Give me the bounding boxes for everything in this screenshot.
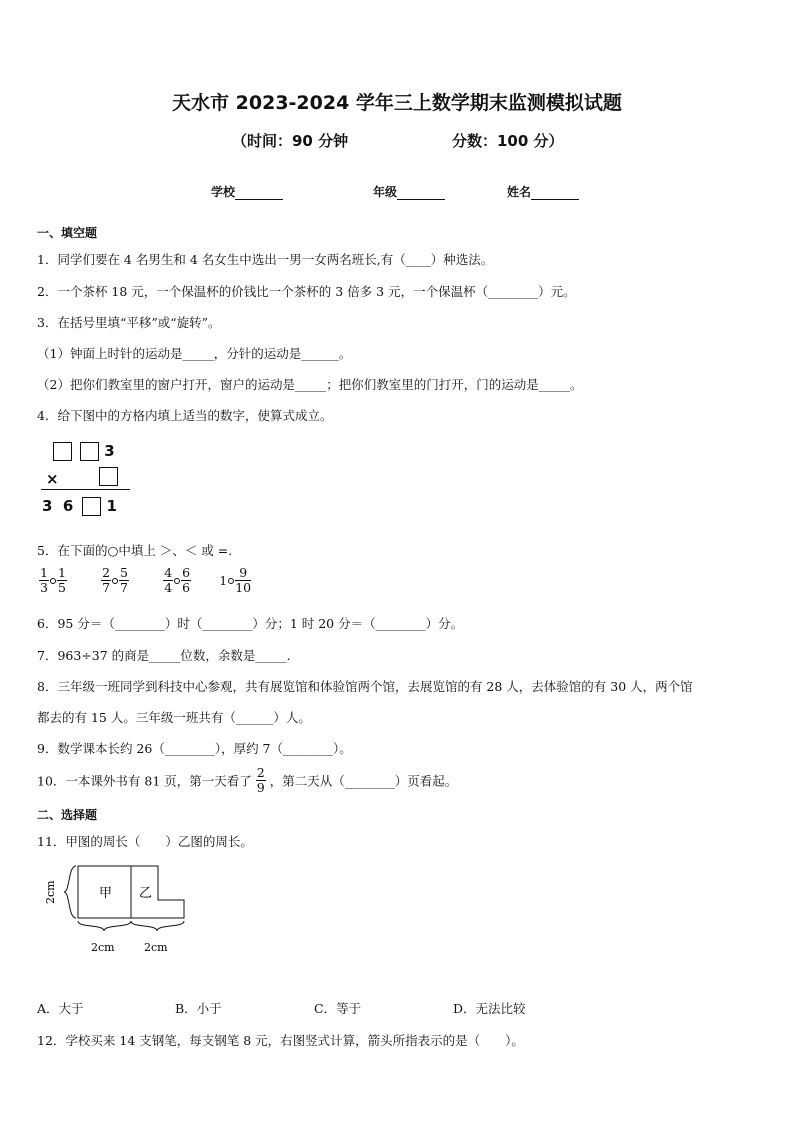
- digit-box[interactable]: [53, 442, 72, 461]
- question-12: 12．学校买来 14 支钢笔，每支钢笔 8 元，右图竖式计算，箭头所指表示的是（ ）。: [37, 1033, 524, 1048]
- label-yi: 乙: [139, 886, 153, 901]
- perimeter-figure: [40, 860, 200, 960]
- compare-circle[interactable]: [228, 578, 234, 584]
- school-underline: [235, 187, 283, 200]
- question-3: 3．在括号里填“平移”或“旋转”。: [37, 315, 221, 330]
- label-jia: 甲: [99, 886, 113, 901]
- question-2: 2．一个茶杯 18 元，一个保温杯的价钱比一个茶杯的 3 倍多 3 元，一个保温杯（________）元。: [37, 284, 576, 299]
- grade-label: 年级: [373, 185, 398, 199]
- grade-field[interactable]: [373, 183, 445, 200]
- name-field[interactable]: [507, 183, 579, 200]
- product-digits: 3 6: [42, 497, 74, 515]
- question-8-line-1: 8．三年级一班同学到科技中心参观，共有展览馆和体验馆两个馆，去展览馆的有 28 人，去体验馆的有 30 人，两个馆: [37, 679, 693, 694]
- digit-box[interactable]: [82, 497, 101, 516]
- school-field[interactable]: [211, 183, 283, 200]
- multiplication-line: [41, 489, 130, 490]
- question-3-part-1: （1）钟面上时针的运动是_____，分针的运动是______。: [37, 346, 352, 361]
- question-6: 6．95 分＝（________）时（________）分；1 时 20 分＝（________）分。: [37, 616, 464, 631]
- exam-score: 分数：100 分）: [452, 132, 564, 150]
- bottom-brace-1: [78, 921, 131, 931]
- option-d[interactable]: D．无法比较: [453, 1001, 526, 1016]
- option-a[interactable]: A．大于: [37, 1001, 84, 1016]
- option-b[interactable]: B．小于: [175, 1001, 222, 1016]
- page-title: 天水市 2023-2024 学年三上数学期末监测模拟试题: [172, 92, 622, 114]
- question-3-part-2: （2）把你们教室里的窗户打开，窗户的运动是_____；把你们教室里的门打开，门的运动是_____。: [37, 377, 583, 392]
- name-underline: [531, 187, 579, 200]
- question-4: 4．给下图中的方格内填上适当的数字，使算式成立。: [37, 408, 333, 423]
- option-c[interactable]: C．等于: [314, 1001, 362, 1016]
- exam-time: （时间：90 分钟: [232, 132, 349, 150]
- section-fill-blank: 一、填空题: [37, 226, 98, 240]
- comparison-row: $\frac{1}{3}$ $\frac{1}{5}$ $\frac{2}{7}$ $\frac{5}{7}$ $\frac{4}{4}$ $\frac{6}{6}$ 1 $\frac{9}{10}$: [40, 565, 252, 595]
- digit-box[interactable]: [80, 442, 99, 461]
- label-width-2: 2cm: [144, 941, 168, 954]
- compare-circle[interactable]: [174, 578, 180, 584]
- section-multiple-choice: 二、选择题: [37, 808, 98, 822]
- grade-underline: [397, 187, 445, 200]
- left-brace: [64, 866, 76, 918]
- product-digit: 1: [106, 497, 117, 515]
- compare-circle[interactable]: [50, 578, 56, 584]
- question-9: 9．数学课本长约 26（________），厚约 7（________）。: [37, 741, 352, 756]
- question-5: 5．在下面的○中填上 ＞、＜ 或 =.: [37, 543, 233, 558]
- label-height: 2cm: [44, 880, 57, 904]
- digit-box[interactable]: [99, 467, 118, 486]
- name-label: 姓名: [507, 185, 532, 199]
- multiply-sign: ×: [46, 470, 59, 488]
- question-1: 1．同学们要在 4 名男生和 4 名女生中选出一男一女两名班长,有（____）种选法。: [37, 252, 494, 267]
- compare-circle[interactable]: [112, 578, 118, 584]
- digit: 3: [104, 442, 115, 460]
- question-7: 7．963÷37 的商是_____位数，余数是_____.: [37, 648, 291, 663]
- question-11: 11．甲图的周长（ ）乙图的周长。: [37, 834, 253, 849]
- school-label: 学校: [211, 185, 236, 199]
- question-8-line-2: 都去的有 15 人。三年级一班共有（______）人。: [37, 710, 311, 725]
- bottom-brace-2: [131, 921, 184, 931]
- question-10: 10．一本课外书有 81 页，第一天看了 $\frac{2}{9}$ ，第二天从（________）页看起。: [37, 765, 458, 795]
- label-width-1: 2cm: [91, 941, 115, 954]
- multiplication-figure: [53, 441, 115, 461]
